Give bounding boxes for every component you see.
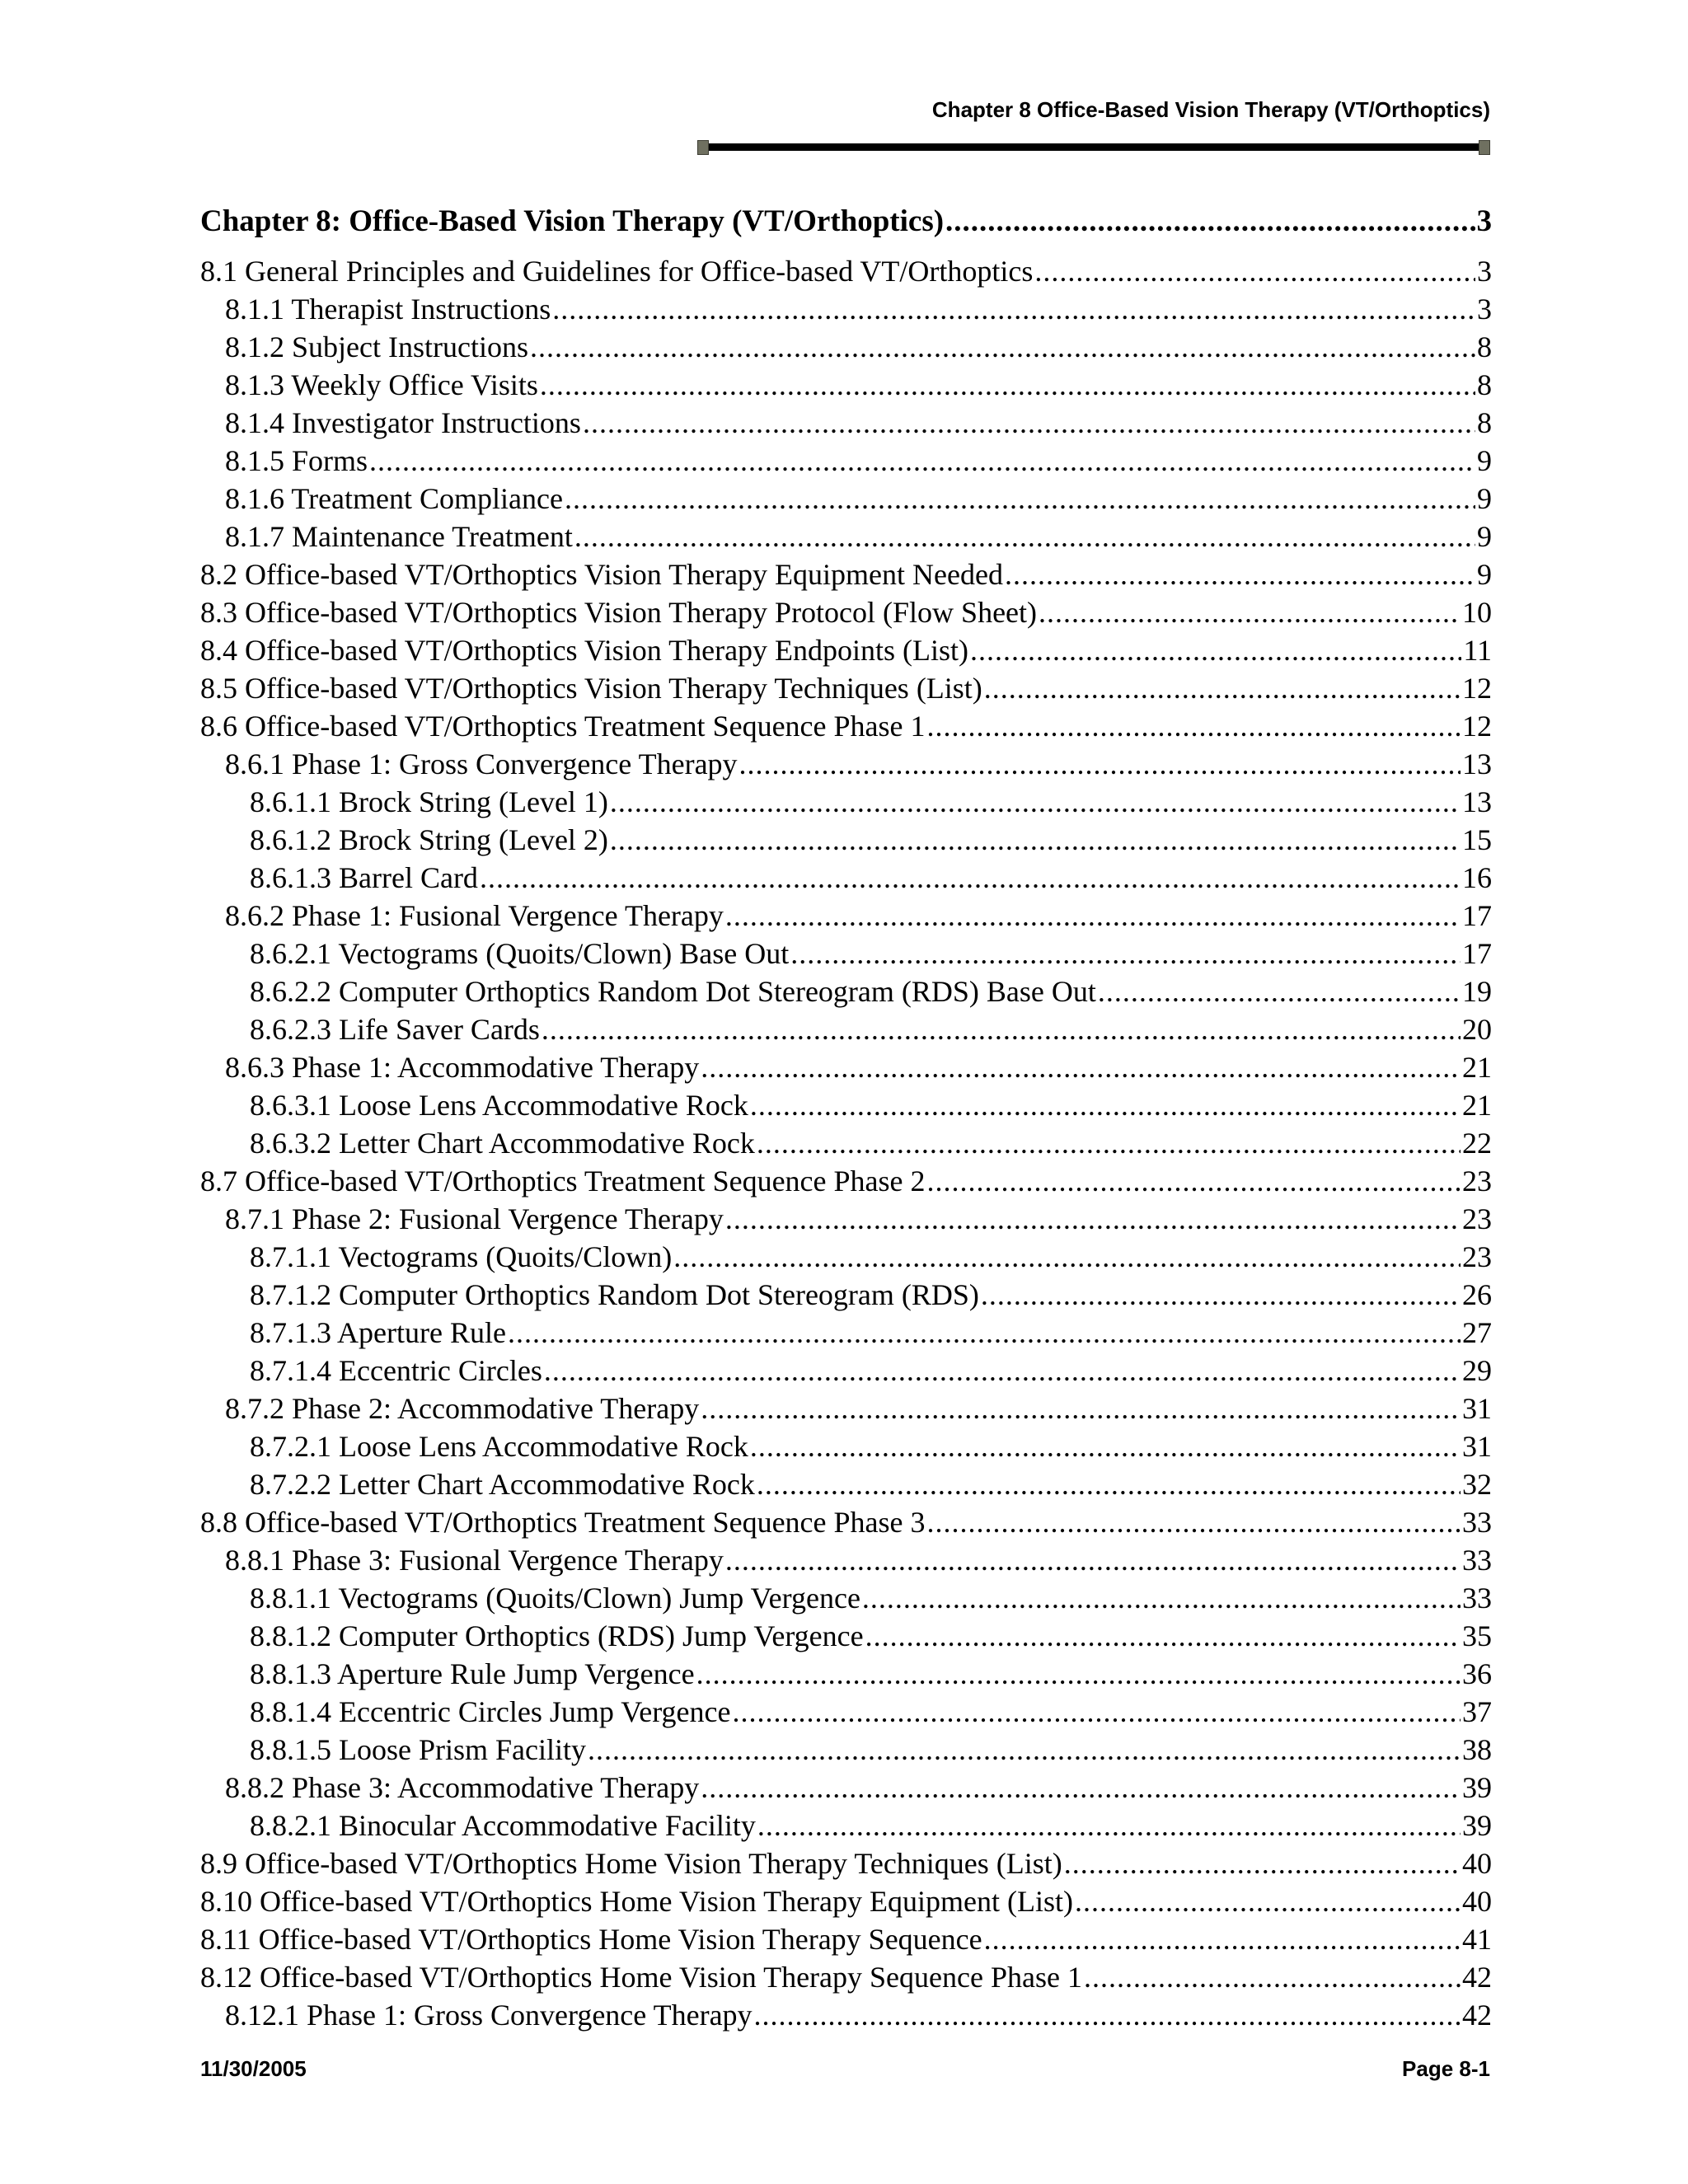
toc-entry-title: 8.6.2.1 Vectograms (Quoits/Clown) Base Out: [250, 937, 790, 970]
toc-leader-dots: [970, 631, 1461, 669]
toc-leader-dots: [725, 897, 1461, 935]
toc-entry-page: 29: [1462, 1354, 1492, 1387]
toc-entry-page: 10: [1462, 596, 1492, 629]
toc-entry[interactable]: [200, 1617, 1492, 1655]
toc-leader-dots: [984, 1920, 1461, 1958]
toc-entry[interactable]: [200, 1427, 1492, 1465]
toc-entry-title: 8.1.2 Subject Instructions: [225, 330, 528, 363]
header-rule-cap-left: [697, 140, 709, 155]
toc-entry-page: 13: [1462, 785, 1492, 818]
toc-entry-page: 27: [1462, 1316, 1492, 1349]
toc-entry-title: 8.5 Office-based VT/Orthoptics Vision Therapy Techniques (List): [200, 672, 982, 705]
toc-entry-page: 16: [1462, 861, 1492, 894]
toc-leader-dots: [480, 859, 1461, 897]
toc-entry[interactable]: [200, 555, 1492, 593]
toc-entry[interactable]: [200, 1465, 1492, 1503]
toc-entry[interactable]: [200, 1276, 1492, 1314]
header-rule-bar: [697, 143, 1490, 151]
toc-entry[interactable]: [200, 1503, 1492, 1541]
toc-entry-title: 8.8.2.1 Binocular Accommodative Facility: [250, 1809, 756, 1842]
toc-entry[interactable]: [200, 328, 1492, 366]
toc-leader-dots: [927, 707, 1461, 745]
toc-leader-dots: [750, 1086, 1461, 1124]
toc-leader-dots: [542, 1010, 1461, 1048]
toc-entry-page: 22: [1462, 1127, 1492, 1160]
toc-entry-title: 8.6.2.2 Computer Orthoptics Random Dot Stereogram (RDS) Base Out: [250, 975, 1096, 1008]
toc-entry-title: 8.6.1.2 Brock String (Level 2): [250, 823, 608, 856]
toc-entry-title: 8.6.2 Phase 1: Fusional Vergence Therapy: [225, 899, 724, 932]
toc-entry-page: 9: [1477, 520, 1492, 553]
toc-entry-page: 15: [1462, 823, 1492, 856]
toc-leader-dots: [739, 745, 1461, 783]
toc-leader-dots: [530, 328, 1475, 366]
toc-entry-page: 3: [1477, 255, 1492, 288]
toc-leader-dots: [750, 1427, 1461, 1465]
toc-leader-dots: [927, 1162, 1461, 1200]
toc-entry-title: 8.1 General Principles and Guidelines for Office-based VT/Orthoptics: [200, 255, 1034, 288]
toc-entry-page: 17: [1462, 937, 1492, 970]
toc-entry-page: 8: [1477, 406, 1492, 439]
toc-entry-title: 8.9 Office-based VT/Orthoptics Home Vision Therapy Techniques (List): [200, 1847, 1062, 1880]
toc-leader-dots: [588, 1731, 1461, 1769]
toc-entry-title: 8.8.1.3 Aperture Rule Jump Vergence: [250, 1657, 695, 1690]
toc-entry-title: 8.10 Office-based VT/Orthoptics Home Vision Therapy Equipment (List): [200, 1885, 1073, 1918]
toc-entry-page: 36: [1462, 1657, 1492, 1690]
toc-entry[interactable]: [200, 935, 1492, 972]
toc-entry-title: 8.11 Office-based VT/Orthoptics Home Vision Therapy Sequence: [200, 1923, 982, 1956]
toc-entry[interactable]: [200, 1769, 1492, 1807]
toc-entry-page: 8: [1477, 330, 1492, 363]
toc-entry-title: 8.1.1 Therapist Instructions: [225, 293, 551, 326]
toc-leader-dots: [610, 783, 1461, 821]
toc-leader-dots: [610, 821, 1461, 859]
toc-entry[interactable]: [200, 1314, 1492, 1352]
toc-entry[interactable]: [200, 1124, 1492, 1162]
toc-entry-title: 8.6.2.3 Life Saver Cards: [250, 1013, 540, 1046]
toc-entry-title: 8.12 Office-based VT/Orthoptics Home Vision Therapy Sequence Phase 1: [200, 1961, 1082, 1994]
toc-leader-dots: [725, 1200, 1461, 1238]
toc-entry-page: 42: [1462, 1999, 1492, 2032]
toc-entry[interactable]: [200, 1996, 1492, 2034]
toc-entry-title: 8.8.1.2 Computer Orthoptics (RDS) Jump Vergence: [250, 1619, 864, 1652]
toc-entry[interactable]: [200, 1086, 1492, 1124]
toc-leader-dots: [1084, 1958, 1461, 1996]
toc-leader-dots: [673, 1238, 1461, 1276]
toc-entry-page: 23: [1462, 1202, 1492, 1235]
toc-entry[interactable]: [200, 1655, 1492, 1693]
toc-entry-page: 23: [1462, 1165, 1492, 1197]
toc-entry[interactable]: [200, 821, 1492, 859]
toc-entry-title: 8.8.1.1 Vectograms (Quoits/Clown) Jump Vergence: [250, 1582, 860, 1615]
toc-entry-page: 31: [1462, 1430, 1492, 1463]
toc-entry-page: 19: [1462, 975, 1492, 1008]
toc-leader-dots: [540, 366, 1475, 404]
toc-entry[interactable]: [200, 1731, 1492, 1769]
toc-entry[interactable]: [200, 1844, 1492, 1882]
toc-entry-title: Chapter 8: Office-Based Vision Therapy (VT/Orthoptics): [200, 204, 945, 238]
toc-leader-dots: [369, 442, 1475, 480]
toc-entry[interactable]: [200, 1579, 1492, 1617]
toc-entry-page: 38: [1462, 1733, 1492, 1766]
toc-entry-page: 40: [1462, 1885, 1492, 1918]
toc-entry-page: 42: [1462, 1961, 1492, 1994]
toc-entry-page: 40: [1462, 1847, 1492, 1880]
toc-leader-dots: [565, 480, 1475, 518]
toc-leader-dots: [757, 1807, 1461, 1844]
toc-leader-dots: [1098, 972, 1461, 1010]
toc-entry[interactable]: [200, 631, 1492, 669]
toc-entry[interactable]: [200, 480, 1492, 518]
toc-leader-dots: [733, 1693, 1461, 1731]
toc-leader-dots: [725, 1541, 1461, 1579]
toc-entry-title: 8.8.1.4 Eccentric Circles Jump Vergence: [250, 1695, 731, 1728]
toc-leader-dots: [544, 1352, 1461, 1390]
toc-leader-dots: [790, 935, 1461, 972]
toc-entry[interactable]: [200, 366, 1492, 404]
toc-entry-page: 26: [1462, 1278, 1492, 1311]
toc-entry-title: 8.4 Office-based VT/Orthoptics Vision Therapy Endpoints (List): [200, 634, 969, 667]
toc-entry-title: 8.8.1 Phase 3: Fusional Vergence Therapy: [225, 1544, 724, 1577]
toc-entry-page: 9: [1477, 444, 1492, 477]
toc-entry-page: 9: [1477, 482, 1492, 515]
toc-entry-title: 8.6.1.3 Barrel Card: [250, 861, 478, 894]
toc-entry[interactable]: [200, 1541, 1492, 1579]
toc-entry[interactable]: [200, 1882, 1492, 1920]
toc-entry-page: 12: [1462, 710, 1492, 743]
toc-leader-dots: [583, 404, 1475, 442]
toc-entry[interactable]: [200, 972, 1492, 1010]
toc-leader-dots: [1005, 555, 1475, 593]
toc-entry-page: 11: [1463, 634, 1492, 667]
toc-entry[interactable]: [200, 707, 1492, 745]
toc-leader-dots: [552, 290, 1475, 328]
toc-entry-page: 33: [1462, 1544, 1492, 1577]
toc-entry-title: 8.7.2.1 Loose Lens Accommodative Rock: [250, 1430, 748, 1463]
toc-entry-page: 3: [1476, 204, 1492, 238]
toc-entry-title: 8.7.1.3 Aperture Rule: [250, 1316, 506, 1349]
toc-entry-title: 8.7 Office-based VT/Orthoptics Treatment Sequence Phase 2: [200, 1165, 926, 1197]
toc-entry-page: 41: [1462, 1923, 1492, 1956]
toc-entry-title: 8.7.2 Phase 2: Accommodative Therapy: [225, 1392, 700, 1425]
toc-entry[interactable]: [200, 593, 1492, 631]
toc-entry-title: 8.1.5 Forms: [225, 444, 368, 477]
toc-entry-page: 35: [1462, 1619, 1492, 1652]
toc-entry-title: 8.6.3.1 Loose Lens Accommodative Rock: [250, 1089, 748, 1122]
toc-leader-dots: [984, 669, 1461, 707]
toc-entry[interactable]: [200, 1238, 1492, 1276]
footer-page-number: Page 8-1: [1402, 2056, 1490, 2081]
toc-entry-title: 8.7.1.2 Computer Orthoptics Random Dot Stereogram (RDS): [250, 1278, 979, 1311]
toc-entry[interactable]: [200, 1958, 1492, 1996]
toc-leader-dots: [757, 1124, 1461, 1162]
toc-entry-title: 8.8.1.5 Loose Prism Facility: [250, 1733, 586, 1766]
toc-entry[interactable]: [200, 783, 1492, 821]
toc-entry-title: 8.7.2.2 Letter Chart Accommodative Rock: [250, 1468, 755, 1501]
toc-entry-title: 8.12.1 Phase 1: Gross Convergence Therapy: [225, 1999, 753, 2032]
toc-entry[interactable]: [200, 404, 1492, 442]
toc-entry-page: 8: [1477, 368, 1492, 401]
toc-leader-dots: [757, 1465, 1461, 1503]
toc-entry[interactable]: [200, 1352, 1492, 1390]
toc-entry-title: 8.7.1.4 Eccentric Circles: [250, 1354, 542, 1387]
toc-entry-title: 8.1.3 Weekly Office Visits: [225, 368, 538, 401]
toc-leader-dots: [696, 1655, 1461, 1693]
toc-entry-title: 8.2 Office-based VT/Orthoptics Vision Therapy Equipment Needed: [200, 558, 1003, 591]
toc-entry[interactable]: [200, 252, 1492, 290]
toc-entry-page: 31: [1462, 1392, 1492, 1425]
toc-leader-dots: [945, 198, 1475, 246]
toc-entry[interactable]: [200, 1807, 1492, 1844]
toc-entry[interactable]: [200, 669, 1492, 707]
toc-entry-page: 33: [1462, 1582, 1492, 1615]
toc-entry-title: 8.6.1 Phase 1: Gross Convergence Therapy: [225, 748, 738, 780]
toc-leader-dots: [1039, 593, 1461, 631]
toc-entry[interactable]: [200, 1048, 1492, 1086]
toc-entry-title: 8.6.3.2 Letter Chart Accommodative Rock: [250, 1127, 755, 1160]
toc-entry-page: 21: [1462, 1051, 1492, 1084]
toc-entry-title: 8.7.1 Phase 2: Fusional Vergence Therapy: [225, 1202, 724, 1235]
toc-entry-title: 8.1.7 Maintenance Treatment: [225, 520, 573, 553]
toc-entry-title: 8.7.1.1 Vectograms (Quoits/Clown): [250, 1240, 673, 1273]
toc-leader-dots: [981, 1276, 1461, 1314]
toc-leader-dots: [701, 1048, 1461, 1086]
toc-entry[interactable]: [200, 859, 1492, 897]
toc-leader-dots: [701, 1769, 1461, 1807]
toc-entry-page: 20: [1462, 1013, 1492, 1046]
toc-entry-title: 8.8.2 Phase 3: Accommodative Therapy: [225, 1771, 700, 1804]
toc-leader-dots: [701, 1390, 1461, 1427]
toc-entry-title: 8.6 Office-based VT/Orthoptics Treatment Sequence Phase 1: [200, 710, 926, 743]
toc-leader-dots: [927, 1503, 1461, 1541]
table-of-contents: [200, 198, 1492, 2034]
toc-entry[interactable]: [200, 1920, 1492, 1958]
toc-entry-page: 39: [1462, 1809, 1492, 1842]
toc-leader-dots: [1064, 1844, 1461, 1882]
toc-entry-title: 8.6.1.1 Brock String (Level 1): [250, 785, 608, 818]
toc-entry-page: 12: [1462, 672, 1492, 705]
toc-entry-page: 37: [1462, 1695, 1492, 1728]
toc-entry[interactable]: [200, 1693, 1492, 1731]
toc-entry[interactable]: [200, 897, 1492, 935]
toc-entry[interactable]: [200, 442, 1492, 480]
toc-entry-page: 21: [1462, 1089, 1492, 1122]
toc-entry[interactable]: [200, 518, 1492, 555]
toc-entry-page: 32: [1462, 1468, 1492, 1501]
running-header: Chapter 8 Office-Based Vision Therapy (VT/Orthoptics): [931, 97, 1490, 122]
toc-entry-page: 3: [1477, 293, 1492, 326]
toc-entry[interactable]: [200, 1010, 1492, 1048]
toc-leader-dots: [865, 1617, 1461, 1655]
header-rule-cap-right: [1479, 140, 1490, 155]
toc-entry-title: 8.3 Office-based VT/Orthoptics Vision Therapy Protocol (Flow Sheet): [200, 596, 1038, 629]
toc-entry[interactable]: [200, 1162, 1492, 1200]
toc-entry[interactable]: [200, 290, 1492, 328]
toc-entry-page: 39: [1462, 1771, 1492, 1804]
toc-leader-dots: [574, 518, 1475, 555]
toc-entry-title: 8.8 Office-based VT/Orthoptics Treatment Sequence Phase 3: [200, 1506, 926, 1539]
toc-leader-dots: [862, 1579, 1461, 1617]
toc-entry-page: 23: [1462, 1240, 1492, 1273]
toc-entry-page: 17: [1462, 899, 1492, 932]
toc-chapter-heading[interactable]: [200, 198, 1492, 246]
toc-entry-title: 8.6.3 Phase 1: Accommodative Therapy: [225, 1051, 700, 1084]
toc-entry-page: 33: [1462, 1506, 1492, 1539]
toc-entry[interactable]: [200, 745, 1492, 783]
toc-entry-title: 8.1.6 Treatment Compliance: [225, 482, 563, 515]
toc-entry-page: 13: [1462, 748, 1492, 780]
toc-entry-title: 8.1.4 Investigator Instructions: [225, 406, 581, 439]
toc-leader-dots: [1034, 252, 1475, 290]
toc-entry[interactable]: [200, 1390, 1492, 1427]
toc-entry-page: 9: [1477, 558, 1492, 591]
toc-leader-dots: [1075, 1882, 1461, 1920]
toc-leader-dots: [508, 1314, 1461, 1352]
toc-leader-dots: [754, 1996, 1461, 2034]
footer-date: 11/30/2005: [200, 2056, 307, 2081]
header-rule: [697, 140, 1490, 153]
toc-entry[interactable]: [200, 1200, 1492, 1238]
